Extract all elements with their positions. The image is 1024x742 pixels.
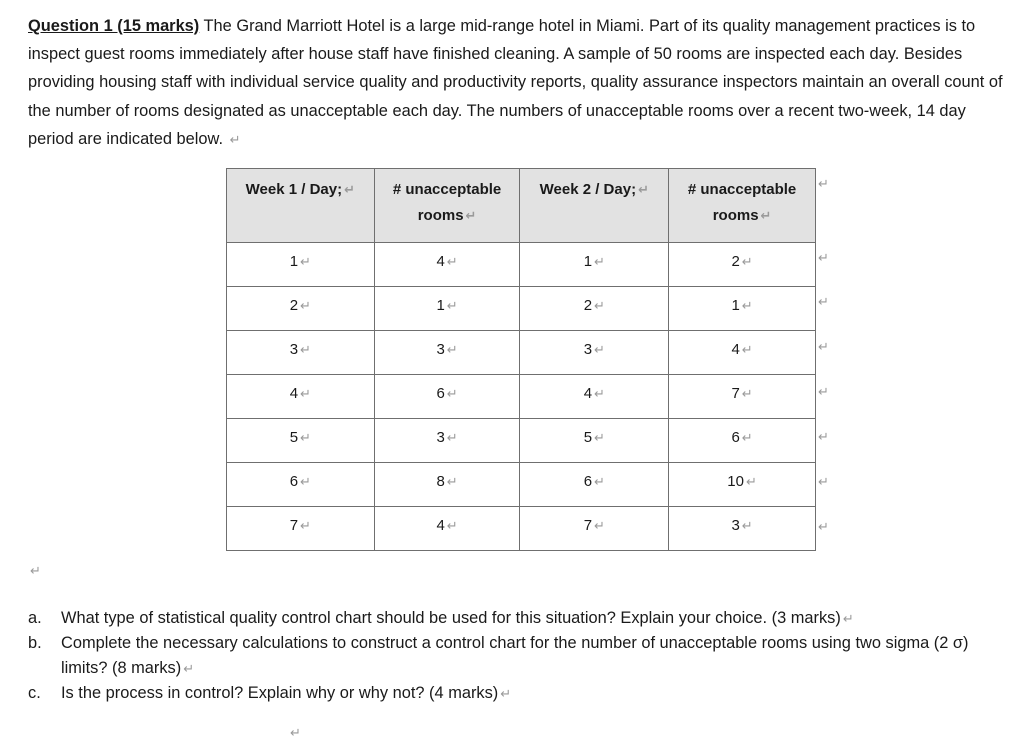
table-cell: 3 ↵ [374, 419, 520, 463]
question-text: The Grand Marriott Hotel is a large mid-range hotel in Miami. Part of its quality management practices is to inspect guest rooms immediately after house staff have finished cleaning. A sample of 50 rooms are inspected each day. Besides providing housing staff with individual service quality and productivity reports, quality assurance inspectors maintain an overall count of the number of rooms designated as unacceptable each day. The numbers of unacceptable rooms over a recent two-week, 14 day period are indicated below. [28, 17, 1003, 148]
part-letter: c. [28, 684, 41, 702]
table-header-row [227, 169, 816, 243]
paragraph-mark: ↵ [30, 563, 41, 578]
table-cell: 1 ↵ [520, 243, 669, 287]
unacceptable-rooms-table [226, 168, 816, 551]
question-parts [28, 606, 1003, 706]
question-heading: Question 1 (15 marks) [28, 17, 200, 35]
table-cell: 6 ↵ [227, 463, 375, 507]
part-text: Is the process in control? Explain why or why not? (4 marks) [61, 684, 499, 702]
row-end-mark: ↵ [818, 519, 829, 534]
header-week1-unacceptable: # unacceptable rooms ↵ [374, 169, 520, 243]
header-week1-day: Week 1 / Day; ↵ [227, 169, 375, 243]
table-cell: 7 ↵ [669, 375, 816, 419]
part-letter: a. [28, 609, 42, 627]
table-cell: 7 ↵ [520, 507, 669, 551]
table-cell: 2 ↵ [669, 243, 816, 287]
table-cell: 1 ↵ [227, 243, 375, 287]
table-cell: 2 ↵ [227, 287, 375, 331]
header-week2-unacceptable: # unacceptable rooms ↵ [669, 169, 816, 243]
table-cell: 7 ↵ [227, 507, 375, 551]
table-cell: 5 ↵ [227, 419, 375, 463]
part-text: Complete the necessary calculations to construct a control chart for the number of unacceptable rooms using two sigma (2 σ) limits? (8 marks) [61, 634, 969, 677]
row-end-mark: ↵ [818, 294, 829, 309]
table-cell: 6 ↵ [520, 463, 669, 507]
list-item: a. What type of statistical quality control chart should be used for this situation? Explain your choice. (3 marks) ↵ [28, 606, 1003, 631]
table-row [227, 243, 816, 287]
table-cell: 8 ↵ [374, 463, 520, 507]
table-cell: 10 ↵ [669, 463, 816, 507]
table-cell: 4 ↵ [669, 331, 816, 375]
table-cell: 3 ↵ [669, 507, 816, 551]
table-cell: 1 ↵ [669, 287, 816, 331]
table-cell: 6 ↵ [669, 419, 816, 463]
header-week2-day: Week 2 / Day; ↵ [520, 169, 669, 243]
paragraph-mark: ↵ [290, 725, 301, 740]
table-cell: 4 ↵ [227, 375, 375, 419]
table-cell: 1 ↵ [374, 287, 520, 331]
row-end-mark: ↵ [818, 429, 829, 444]
question-paragraph [28, 12, 1003, 154]
list-item: b. Complete the necessary calculations to construct a control chart for the number of unacceptable rooms using two sigma (2 σ) limits? (8 marks) ↵ [28, 631, 1003, 681]
table-cell: 5 ↵ [520, 419, 669, 463]
table-cell: 3 ↵ [227, 331, 375, 375]
table-cell: 4 ↵ [520, 375, 669, 419]
table-cell: 3 ↵ [520, 331, 669, 375]
row-end-mark: ↵ [818, 176, 829, 191]
table-cell: 3 ↵ [374, 331, 520, 375]
part-letter: b. [28, 634, 42, 652]
row-end-mark: ↵ [818, 250, 829, 265]
table-row [227, 507, 816, 551]
list-item: c. Is the process in control? Explain why or why not? (4 marks) ↵ [28, 681, 1003, 706]
row-end-mark: ↵ [818, 474, 829, 489]
table-row [227, 287, 816, 331]
paragraph-mark: ↵ [229, 131, 241, 147]
table-row [227, 419, 816, 463]
row-end-mark: ↵ [818, 384, 829, 399]
table-cell: 6 ↵ [374, 375, 520, 419]
table-row [227, 331, 816, 375]
table-cell: 4 ↵ [374, 507, 520, 551]
part-text: What type of statistical quality control chart should be used for this situation? Explain your choice. (3 marks) [61, 609, 841, 627]
table-cell: 2 ↵ [520, 287, 669, 331]
table-row [227, 463, 816, 507]
table-cell: 4 ↵ [374, 243, 520, 287]
row-end-mark: ↵ [818, 339, 829, 354]
table-row [227, 375, 816, 419]
